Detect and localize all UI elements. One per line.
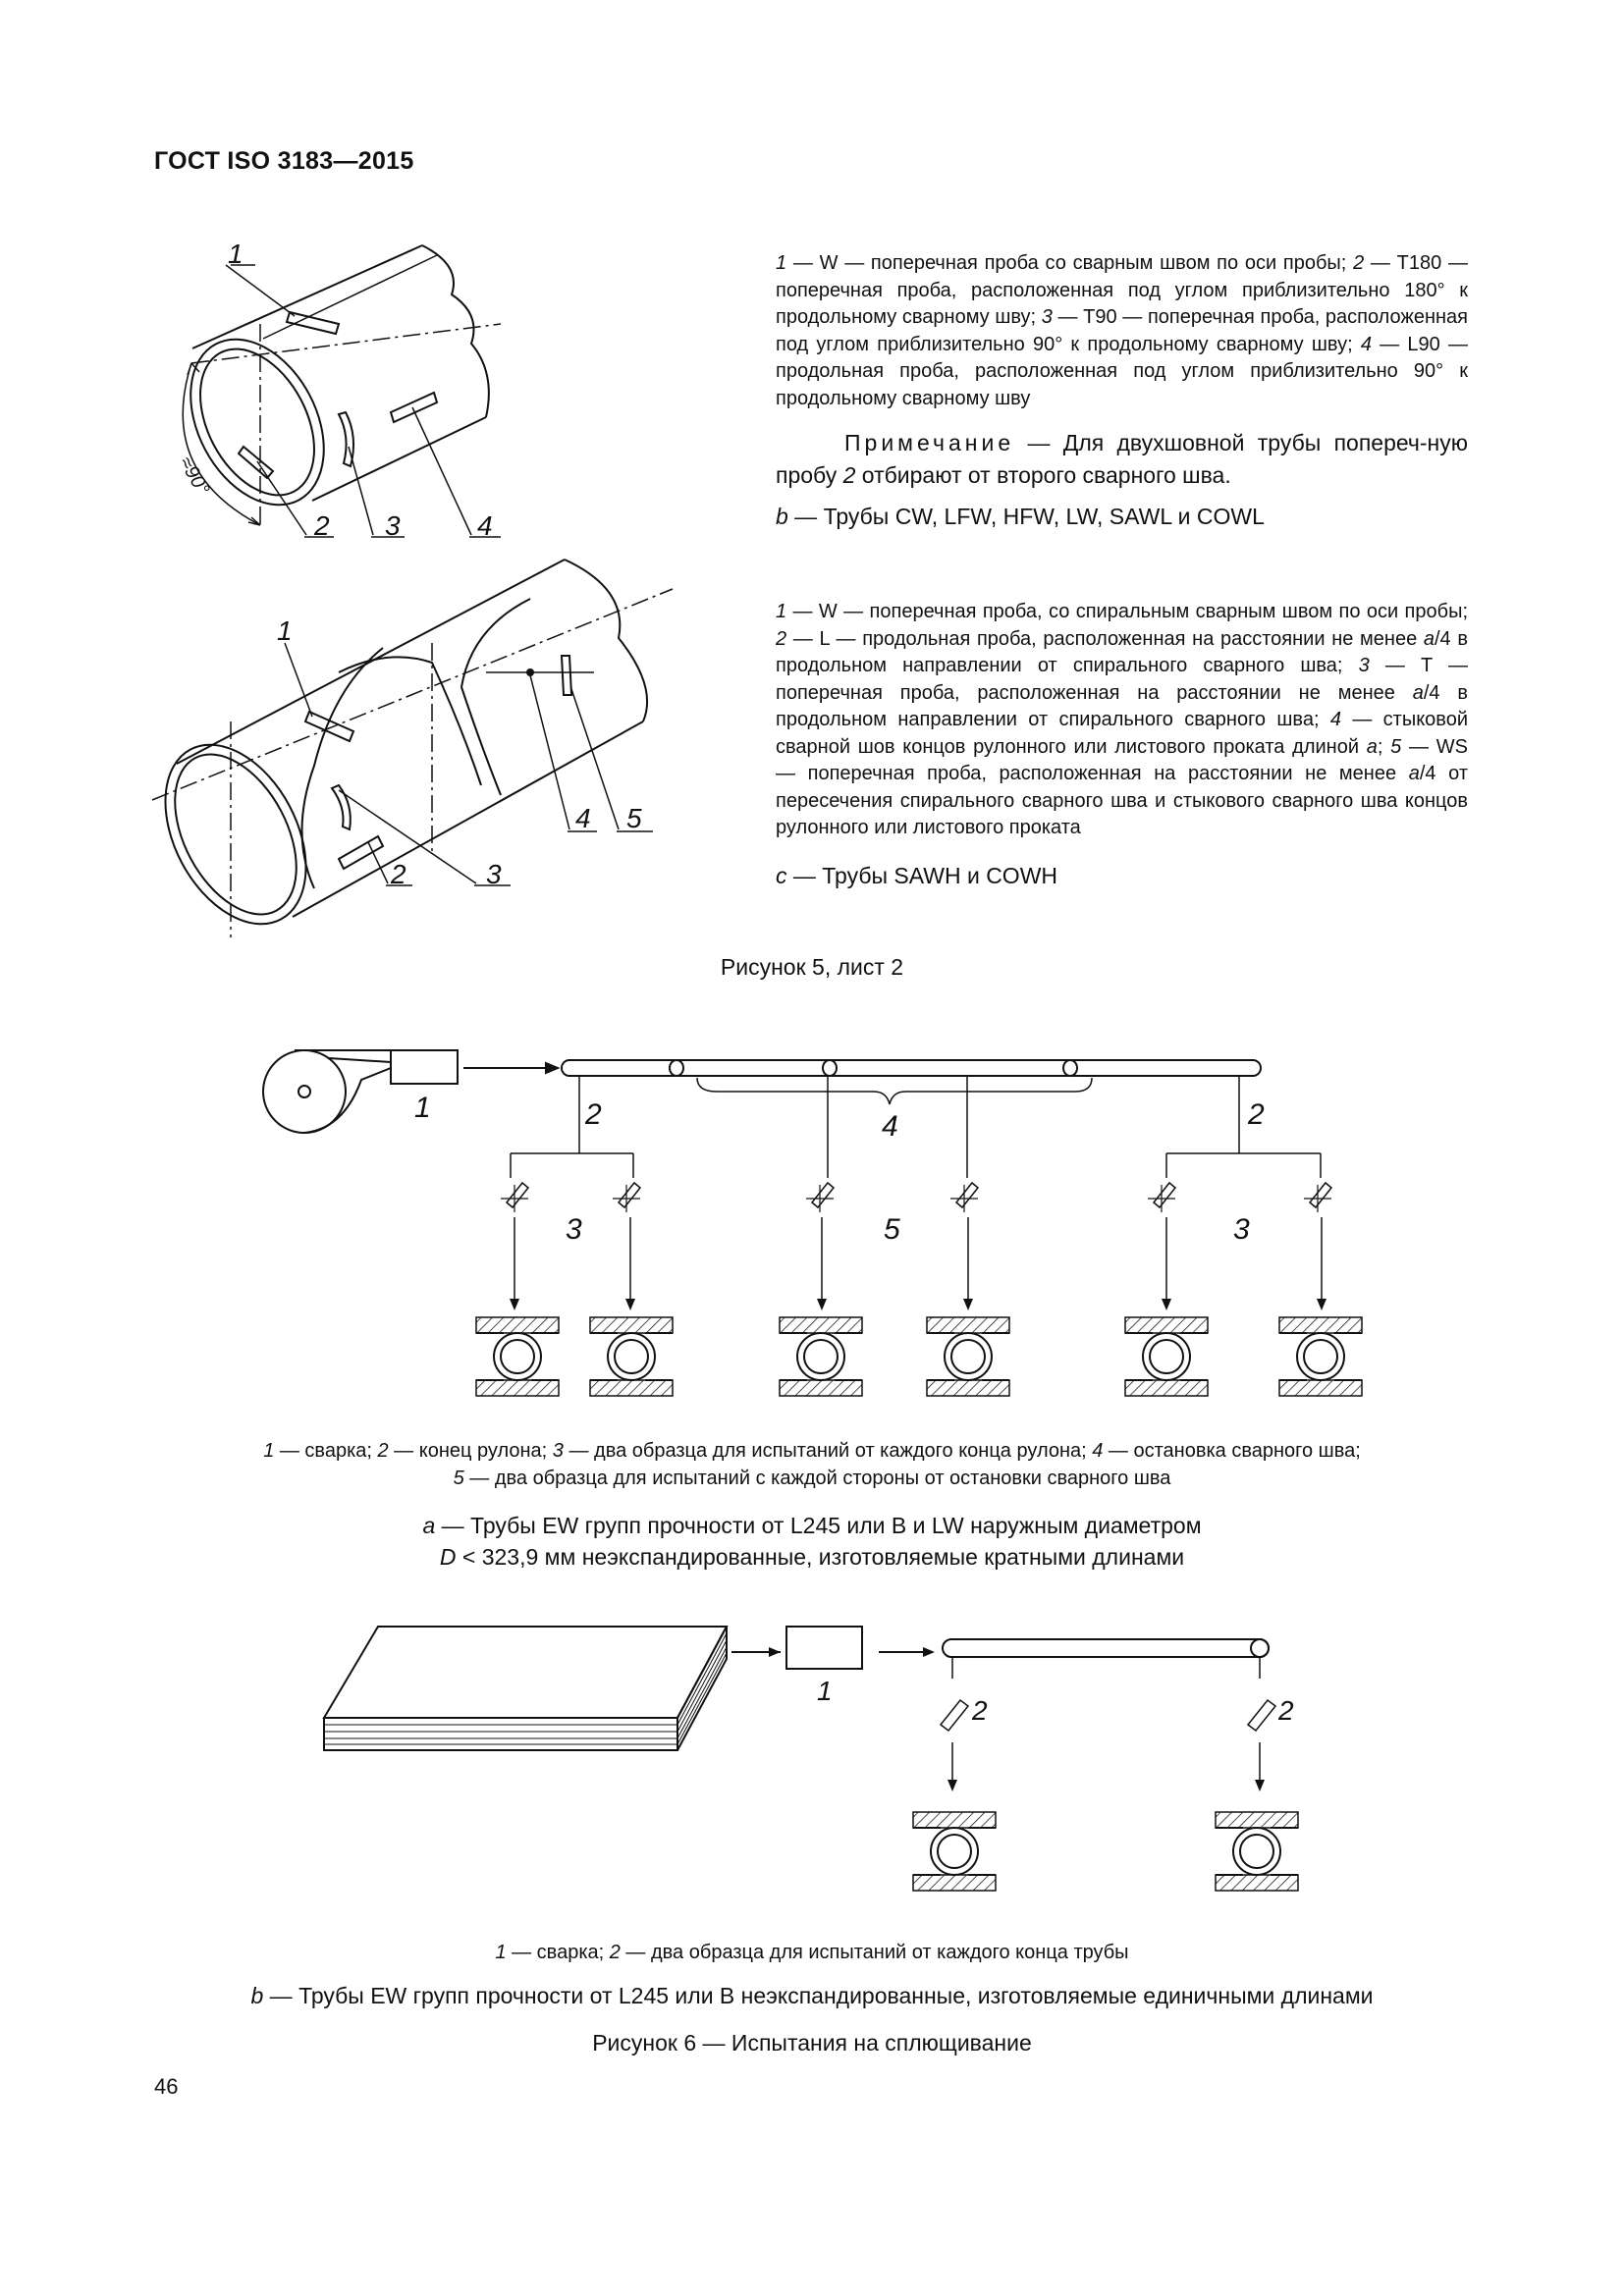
fig5c-label-3: 3 — [486, 859, 502, 889]
figure-5-title: Рисунок 5, лист 2 — [720, 954, 904, 980]
fig5c-legend: 1 — W — поперечная проба, со спиральным сварным швом по оси пробы; 2 — L — продольная проба, расположенная на расстоянии не менее a/4 в продольном направлении от спирального сварного шва; 3 — T — поперечная проба, расположенная на расстоянии не менее a/4 в продольном направлении от спирального сварного шва; 4 — стыковой сварной шов концов рулонного или листового проката длиной a; 5 — WS — поперечная проба, расположенная на расстоянии не менее a/4 от пересечения спирального сварного шва и стыкового сварного шва концов рулонного или листового проката — [776, 601, 1468, 838]
fig5c-label-4: 4 — [575, 803, 591, 833]
fig6b-label-2-left: 2 — [972, 1695, 988, 1726]
fig5b-label-2: 2 — [314, 510, 330, 541]
page-number: 46 — [154, 2074, 179, 2099]
fig5b-angle-label: ≈90° — [174, 453, 214, 500]
document-header: ГОСТ ISO 3183—2015 — [154, 147, 414, 175]
fig5c-label-2: 2 — [391, 859, 406, 889]
fig6b-label-1: 1 — [817, 1676, 833, 1706]
fig6a-label-1: 1 — [414, 1092, 431, 1124]
fig6a-legend: 1 — сварка; 2 — конец рулона; 3 — два образца для испытаний от каждого конца рулона; 4 — остановка сварного шва; 5 — два образца для испытаний с каждой стороны от остановки сварного шва — [263, 1440, 1361, 1489]
figure-6-title: Рисунок 6 — Испытания на сплющивание — [592, 2030, 1032, 2056]
fig6b-caption: b — Трубы EW групп прочности от L245 или B неэкспандированные, изготовляемые единичными длинами — [250, 1983, 1374, 2008]
fig5b-legend: 1 — W — поперечная проба со сварным швом по оси пробы; 2 — T180 — поперечная проба, расположенная под углом приблизительно 180° к продольному сварному шву; 3 — T90 — поперечная проба, расположенная под углом приблизительно 90° к продольному сварному шву; 4 — L90 — продольная проба, расположенная под углом приблизительно 90° к продольному сварному шву — [776, 252, 1468, 409]
fig5b-label-3: 3 — [385, 510, 401, 541]
fig6b-legend: 1 — сварка; 2 — два образца для испытаний от каждого конца трубы — [495, 1942, 1129, 1963]
fig5c-label-5: 5 — [626, 803, 642, 833]
fig5b-label-4: 4 — [477, 510, 493, 541]
fig5b-label-1: 1 — [228, 239, 244, 269]
fig6a-label-5: 5 — [884, 1213, 900, 1246]
fig6a-label-2-left: 2 — [585, 1098, 602, 1131]
fig6a-label-2-right: 2 — [1248, 1098, 1265, 1131]
fig6a-label-4: 4 — [882, 1110, 898, 1143]
fig5b-caption: b — Трубы CW, LFW, HFW, LW, SAWL и COWL — [776, 504, 1265, 529]
fig6a-label-3-left: 3 — [566, 1213, 582, 1246]
fig5c-label-1: 1 — [277, 615, 293, 646]
fig5c-caption: c — Трубы SAWH и COWH — [776, 863, 1058, 888]
fig6a-label-3-right: 3 — [1233, 1213, 1250, 1246]
fig6a-caption: a — Трубы EW групп прочности от L245 или B и LW наружным диаметром D < 323,9 мм неэкспандированные, изготовляемые кратными длинами — [422, 1513, 1202, 1570]
fig5b-note: Примечание — Для двухшовной трубы попереч-ную пробу 2 отбирают от второго сварного шва. — [776, 430, 1468, 488]
fig6b-label-2-right: 2 — [1278, 1695, 1294, 1726]
